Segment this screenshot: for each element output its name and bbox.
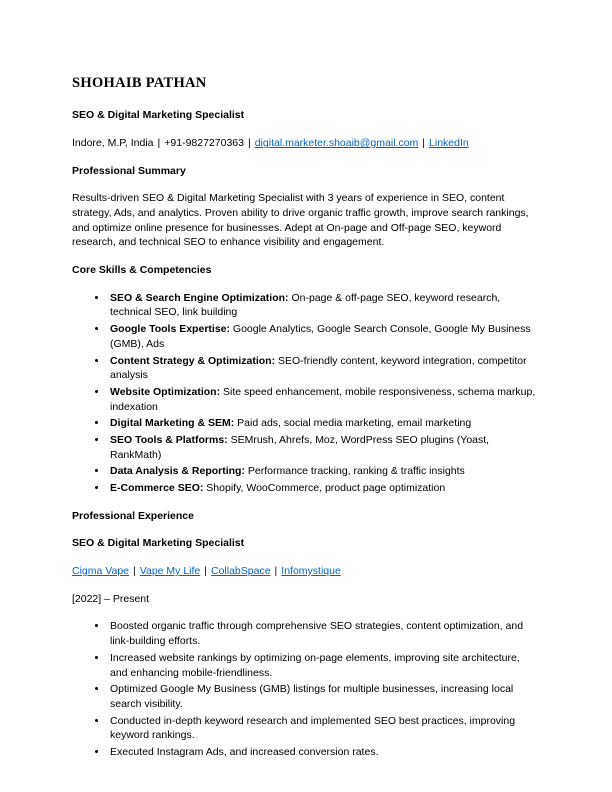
skill-text: On-page & off-page SEO, keyword research, technical SEO, link building xyxy=(110,291,501,319)
company-link-vape-my-life[interactable]: Vape My Life xyxy=(139,565,201,578)
core-skills-list xyxy=(72,291,540,496)
skill-label: Google Tools Expertise: xyxy=(110,323,230,336)
skill-text: SEMrush, Ahrefs, Moz, WordPress SEO plugins (Yoast, RankMath) xyxy=(110,433,490,461)
section-heading-summary: Professional Summary xyxy=(72,164,186,177)
contact-separator: | xyxy=(422,136,426,149)
skill-label: SEO Tools & Platforms: xyxy=(110,433,228,446)
company-separator: | xyxy=(204,565,207,578)
experience-bullet: • Conducted in-depth keyword research and implemented SEO best practices, improving keyword rankings. xyxy=(108,714,540,743)
skill-item xyxy=(108,433,540,462)
company-separator: | xyxy=(274,565,278,578)
skill-label: E-Commerce SEO: xyxy=(110,482,204,495)
email-link[interactable]: digital.marketer.shoaib@gmail.com xyxy=(254,136,419,149)
skill-item xyxy=(108,291,540,320)
skill-text: Google Analytics, Google Search Console, Google My Business (GMB), Ads xyxy=(110,323,531,350)
candidate-name: SHOHAIB PATHAN xyxy=(72,75,207,91)
linkedin-link[interactable]: LinkedIn xyxy=(429,136,469,149)
experience-role: SEO & Digital Marketing Specialist xyxy=(72,537,245,550)
skill-item xyxy=(108,354,540,383)
skill-text: SEO-friendly content, keyword integration, competitor analysis xyxy=(110,354,527,382)
section-heading-core-skills: Core Skills & Competencies xyxy=(72,264,212,277)
skill-text: Shopify, WooCommerce, product page optimization xyxy=(203,482,446,495)
contact-phone: +91-9827270363 xyxy=(164,136,244,149)
skill-label: SEO & Search Engine Optimization: xyxy=(110,291,289,304)
experience-companies xyxy=(72,564,540,579)
experience-bullet: • Optimized Google My Business (GMB) listings for multiple businesses, increasing local search visibility. xyxy=(108,682,540,711)
skill-item xyxy=(108,481,540,496)
skill-label: Data Analysis & Reporting: xyxy=(110,465,245,478)
contact-separator: | xyxy=(247,136,251,149)
experience-bullet-list xyxy=(72,619,540,759)
experience-bullet: • Increased website rankings by optimizing on-page elements, improving site architecture, and enhancing mobile-friendliness. xyxy=(108,651,540,680)
skill-item xyxy=(108,416,540,431)
skill-item xyxy=(108,385,540,414)
contact-line xyxy=(72,136,540,151)
experience-period: [2022] – Present xyxy=(72,592,150,605)
section-heading-experience: Professional Experience xyxy=(72,509,194,522)
skill-label: Content Strategy & Optimization: xyxy=(110,354,276,367)
skill-item xyxy=(108,464,540,479)
company-separator: | xyxy=(133,565,136,578)
contact-location: Indore, M.P, India xyxy=(72,136,154,149)
experience-bullet: • Executed Instagram Ads, and increased conversion rates. xyxy=(108,745,540,760)
company-link-collabspace[interactable]: CollabSpace xyxy=(211,565,271,578)
candidate-title: SEO & Digital Marketing Specialist xyxy=(72,109,245,122)
company-link-infomystique[interactable]: Infomystique xyxy=(281,565,341,578)
summary-paragraph: Results-driven SEO & Digital Marketing Specialist with 3 years of experience in SEO, content strategy, Ads, and analytics. Proven ability to drive organic traffic growth, improve search rankings, and optimize online presence for businesses. Adept at On-page and Off-page SEO, keyword research, and technical SEO to enhance visibility and engagement. xyxy=(72,192,529,249)
skill-label: Website Optimization: xyxy=(110,385,221,398)
experience-bullet: • Boosted organic traffic through comprehensive SEO strategies, content optimization, and link-building efforts. xyxy=(108,619,540,648)
company-link-cigma-vape[interactable]: Cigma Vape xyxy=(72,565,130,578)
skill-text: Paid ads, social media marketing, email marketing xyxy=(234,417,472,430)
skill-label: Digital Marketing & SEM: xyxy=(110,417,235,430)
skill-item xyxy=(108,322,540,351)
skill-text: Site speed enhancement, mobile responsiveness, schema markup, indexation xyxy=(110,385,536,413)
skill-text: Performance tracking, ranking & traffic insights xyxy=(244,465,465,478)
contact-separator: | xyxy=(157,136,161,149)
